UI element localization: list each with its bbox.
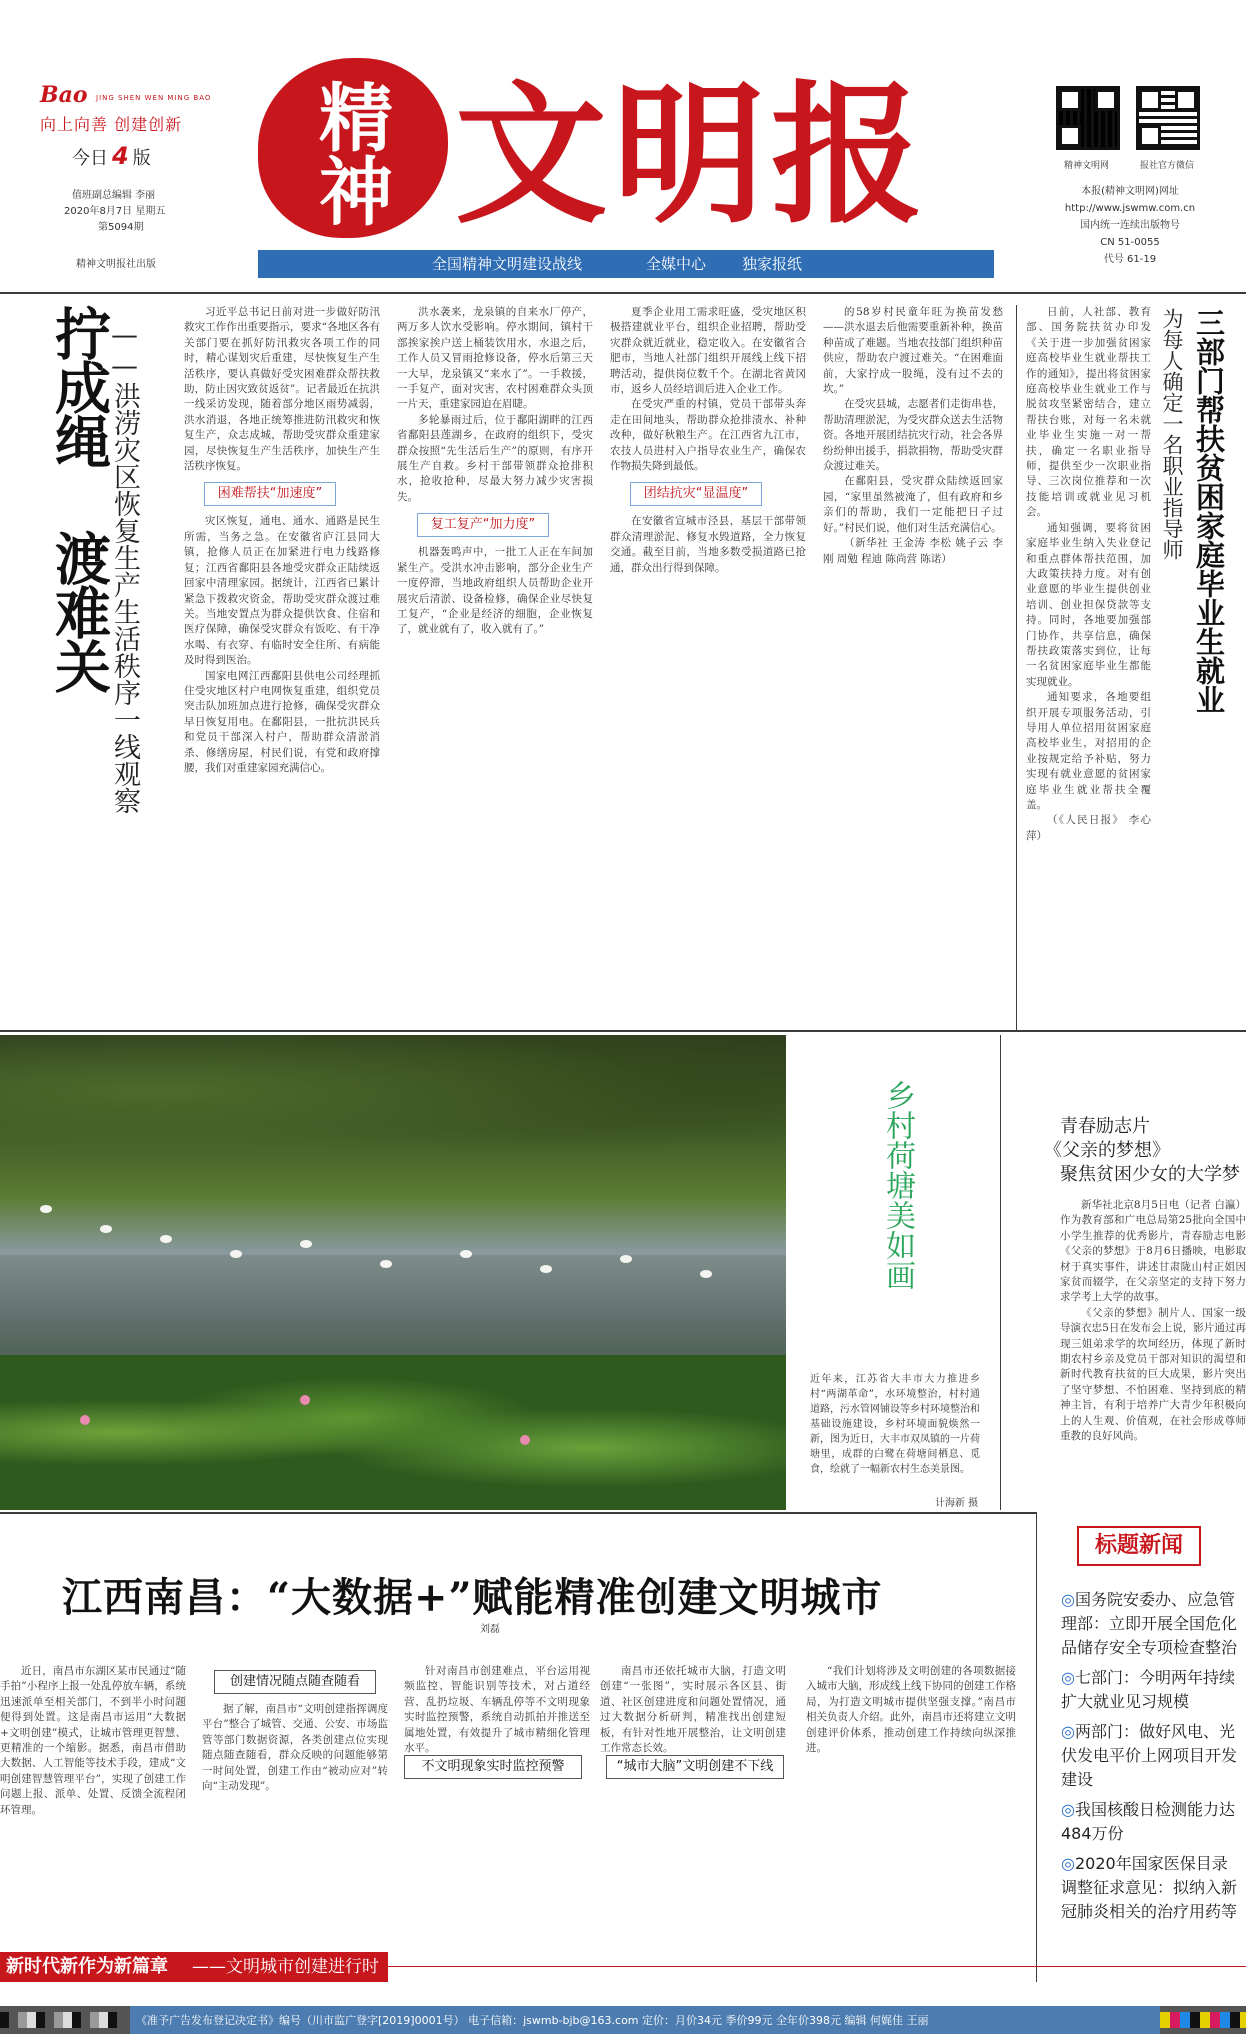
mid-divider [0, 1030, 1246, 1032]
bottom-col-2: 创建情况随点随查随看 据了解，南昌市“文明创建指挥调度平台”整合了城管、交通、公安、市场监管等部门数据资源，各类创建点位实现随点随查随看，群众反映的问题能够第一时间处置，创建工作由“被动应对”转向“主动发现”。 [202, 1664, 388, 1954]
photo-bottom-divider [0, 1512, 1036, 1514]
right-article-source: （《人民日报》 李心萍） [1026, 814, 1151, 842]
banner-divider [388, 1966, 1246, 1967]
site-info: 本报(精神文明网)网址 http://www.jswmw.com.cn 国内统一连续出版物号 CN 51-0055 代号 61-19 [1064, 186, 1196, 265]
newspaper-title: 文明报 [455, 65, 929, 244]
section-nav-bar [258, 250, 994, 278]
banner-sub: ——文明城市创建进行时 [192, 1957, 379, 1977]
masthead-divider [0, 292, 1246, 294]
title-seal-text: 精神 [307, 79, 393, 227]
qr-label-website: 精神文明网 [1064, 161, 1110, 171]
newspaper-logo: Bao [40, 82, 88, 108]
subhead-realtime-monitor: 不文明现象实时监控预警 [404, 1755, 582, 1779]
slogan: 向上向善 创建创新 [40, 115, 183, 134]
brief-item[interactable]: ◎国务院安委办、应急管理部：立即开展全国危化品储存安全专项检查整治 [1061, 1590, 1238, 1657]
bottom-col-5: “我们计划将涉及文明创建的各项数据接入城市大脑，形成线上线下协同的创建工作格局，为打造文明城市提供坚强支撑。”南昌市相关负责人介绍。此外，南昌市还将建立文明创建评价体系，推动创建工作持续向纵深推进。 [806, 1665, 1016, 1755]
subhead-city-brain: “城市大脑”文明创建不下线 [606, 1755, 784, 1779]
nav-item-national[interactable]: 全国精神文明建设战线 [432, 255, 583, 273]
photo-caption-text: 近年来，江苏省大丰市大力推进乡村“两湖革命”，水环境整治，村村通道路，污水管网铺设等乡村环境整治和基础设施建设，乡村环境面貌焕然一新，图为近日，大丰市双凤镇的一片荷塘里，成群的白鹭在荷塘间栖息、觅食，绘就了一幅新农村生态美景图。 [810, 1374, 980, 1475]
film-title-line2: 聚焦贫困少女的大学梦 [1060, 1164, 1240, 1185]
subhead-resume-production: 复工复产“加力度” [417, 513, 549, 537]
color-bar-left [0, 2012, 126, 2028]
right-article-body: 日前，人社部、教育部、国务院扶贫办印发《关于进一步加强贫困家庭高校毕业生就业帮扶工作的通知》，提出将贫困家庭高校毕业生就业工作与脱贫攻坚紧密结合，建立帮扶台账，对每一名未就业毕业生实施一对一帮扶，确定一名职业指导师，提供至少一次职业指导、三次岗位推荐和一次技能培训或就业见习机会。 通知强调，要将贫困家庭毕业生纳入失业登记和重点群体帮扶范围，加大政策扶持力度。对有创业意愿的毕业生提供创业培训、创业担保贷款等支持。同时，各地要加强部门协作，共享信息，确保帮扶政策落实到位，让每一名贫困家庭毕业生都能实现就业。 通知要求，各地要组织开展专项服务活动，引导用人单位招用贫困家庭高校毕业生，对招用的企业按规定给予补贴，努力实现有就业意愿的贫困家庭毕业生就业帮扶全覆盖。 （《人民日报》 李心萍） [1026, 305, 1151, 1030]
bottom-col-4: 南昌市还依托城市大脑，打造文明创建“一张图”，实时展示各区县、街道、社区创建进度和问题处置情况，通过大数据分析研判，精准找出创建短板，有针对性地开展整治，让文明创建工作常态长效。 [600, 1665, 786, 1755]
lead-right-divider [1016, 305, 1017, 1030]
lead-col-1: 习近平总书记日前对进一步做好防汛救灾工作作出重要指示，要求“各地区各有关部门要在抓好防汛救灾各项工作的同时，精心谋划灾后重建，尽快恢复生产生活秩序，要认真做好受灾困难群众帮扶救助，防止因灾致贫返贫”。记者最近在抗洪一线采访发现，随着部分地区雨势减弱，洪水消退，各地正统筹推进防汛救灾和恢复生产，众志成城，帮助受灾群众重建家园，尽快恢复生产生活秩序，加快生产生活秩序恢复。 困难帮扶“加速度” 灾区恢复，通电、通水、通路是民生所需，当务之急。在安徽省庐江县同大镇，抢修人员正在加紧进行电力线路修复；江西省鄱阳县各地受灾群众正陆续返回家中清理家园。据统计，江西省已累计紧急下拨救灾资金，帮助受灾群众渡过难关。当地安置点为群众提供饮食、住宿和医疗保障，确保受灾群众有饭吃、有干净水喝、有衣穿、有临时安全住所、有病能及时得到医治。 国家电网江西鄱阳县供电公司经理抓住受灾地区村户电网恢复重建，组织党员突击队加班加点进行抢修，确保受灾群众早日恢复用电。在鄱阳县，一批抗洪民兵和党员干部深入村户，帮助群众清淤消杀、修缮房屋，村民们说，有党和政府撑腰，我们对重建家园充满信心。 [184, 306, 380, 774]
lead-col-3: 夏季企业用工需求旺盛，受灾地区积极搭建就业平台，组织企业招聘，帮助受灾群众就近就业，稳定收入。在安徽省合肥市，当地人社部门组织开展线上线下招聘活动，提供岗位数千个。在湖北省黄冈市，返乡人员经培训后进入企业工作。 在受灾严重的村镇，党员干部带头奔走在田间地头，帮助群众抢排渍水、补种改种，做好秋粮生产。在江西省九江市，农技人员进村入户指导农业生产，确保农作物损失降到最低。 团结抗灾“显温度” 在安徽省宣城市泾县，基层干部带领群众清理淤泥、修复水毁道路，全力恢复交通。截至目前，当地多数受损道路已抢通，群众出行得到保障。 [610, 306, 806, 574]
bottom-col-3: 针对南昌市创建难点，平台运用视频监控、智能识别等技术，对占道经营、乱扔垃圾、车辆乱停等不文明现象实时监控预警，系统自动抓拍并推送至属地处置，有效提升了城市精细化管理水平。 [404, 1665, 590, 1755]
footer-text: 《准予广告发布登记决定书》编号（川市监广登字[2019]0001号） 电子信箱：jswmb-bjb@163.com 定价：月价34元 季价99元 全年价398元 编辑 何娓佳 王丽 [136, 2014, 929, 2027]
briefs-box [1036, 1512, 1246, 1982]
nav-item-media-center[interactable]: 全媒中心 [646, 255, 707, 273]
footer-bar [0, 2006, 1246, 2034]
issue-date: 2020年8月7日 星期五 [64, 206, 166, 217]
bottom-headline: 江西南昌：“大数据+”赋能精准创建文明城市 [62, 1574, 883, 1621]
photo-caption-title: 乡村荷塘美如画 [880, 1080, 915, 1290]
lead-byline: （新华社 王金涛 李松 姚子云 李刚 周勉 程迪 陈尚营 陈诺） [823, 537, 1003, 565]
color-bar-right [1160, 2012, 1246, 2028]
editor-in-chief: 值班副总编辑 李丽 [72, 190, 156, 201]
lead-headline: 拧成绳 渡难关 [46, 305, 111, 692]
brief-item[interactable]: ◎七部门：今明两年持续扩大就业见习规模 [1061, 1668, 1235, 1711]
lead-subheadline: ——洪涝灾区恢复生产生活秩序一线观察 [109, 320, 140, 814]
bottom-col-1: 近日，南昌市东湖区某市民通过“随手拍”小程序上报一处乱停放车辆，系统迅速派单至相关部门，不到半小时问题便得到处置。这是南昌市运用“大数据+文明创建”模式，让城市管理更智慧、更精准的一个缩影。据悉，南昌市借助大数据、人工智能等技术手段，建成“文明创建智慧管理平台”，实现了创建工作问题上报、派单、处置、反馈全流程闭环管理。 [0, 1665, 186, 1816]
brief-item[interactable]: ◎两部门：做好风电、光伏发电平价上网项目开发建设 [1061, 1722, 1238, 1789]
masthead [0, 0, 1246, 295]
briefs-title: 标题新闻 [1077, 1526, 1201, 1566]
qr-code-wechat[interactable] [1136, 86, 1200, 150]
brief-item[interactable]: ◎我国核酸日检测能力达484万份 [1061, 1800, 1235, 1843]
right-article-headline: 三部门帮扶贫困家庭毕业生就业 [1192, 308, 1226, 714]
qr-code-website[interactable] [1056, 86, 1120, 150]
campaign-banner [0, 1952, 388, 1982]
issue-pages: 今日 4 版 [72, 142, 151, 170]
bottom-byline: 刘磊 [480, 1624, 500, 1635]
brief-item[interactable]: ◎2020年国家医保目录调整征求意见：拟纳入新冠肺炎相关的治疗用药等 [1061, 1854, 1238, 1921]
lead-col-2: 洪水袭来，龙泉镇的自来水厂停产，两万多人饮水受影响。停水期间，镇村干部挨家挨户送上桶装饮用水，水退之后，工作人员又冒雨抢修设备，停水后第三天一大早，龙泉镇又“来水了”。一手救援，一手复产，面对灾害，农村困难群众头顶一片天，重建家园迫在眉睫。 多轮暴雨过后，位于鄱阳湖畔的江西省鄱阳县莲湖乡，在政府的组织下，受灾群众按照“先生活后生产”的原则，有序开展生产自救。乡村干部带领群众抢排积水，抢收抢种，尽最大努力减少灾害损失。 复工复产“加力度” 机器轰鸣声中，一批工人正在车间加紧生产。受洪水冲击影响，部分企业生产一度停滞，当地政府组织人员帮助企业开展灾后清淤、设备检修，确保企业尽快复工复产，“企业是经济的细胞，企业恢复了，就业就有了，收入就有了。” [397, 306, 593, 636]
photo-right-divider [1000, 1035, 1001, 1510]
subhead-aid-speed: 困难帮扶“加速度” [204, 482, 336, 506]
subhead-unity: 团结抗灾“显温度” [630, 482, 762, 506]
qr-label-wechat: 报社官方微信 [1140, 161, 1195, 171]
banner-text: 新时代新作为新篇章 [6, 1956, 168, 1977]
issue-number: 第5094期 [98, 222, 144, 233]
right-article-subheadline: 为每人确定一名职业指导师 [1160, 308, 1184, 560]
pinyin-title: JING SHEN WEN MING BAO [96, 94, 212, 102]
publisher: 精神文明报社出版 [76, 259, 156, 270]
film-kicker: 青春励志片 [1060, 1116, 1150, 1137]
photo-credit: 计海新 摄 [935, 1498, 979, 1509]
lead-col-4: 的58岁村民童年旺为换苗发愁——洪水退去后他需要重新补种，换苗种苗成了难题。当地农技部门组织种苗供应，帮助农户渡过难关。“在困难面前，大家拧成一股绳，没有过不去的坎。” 在受灾县城，志愿者们走街串巷，帮助清理淤泥，为受灾群众送去生活物资。各地开展团结抗灾行动，社会各界纷纷伸出援手，捐款捐物，帮助受灾群众渡过难关。 在鄱阳县，受灾群众陆续返回家园，“家里虽然被淹了，但有政府和乡亲们的帮助，我们一定能把日子过好。”村民们说，他们对生活充满信心。 （新华社 王金涛 李松 姚子云 李刚 周勉 程迪 陈尚营 陈诺） [823, 305, 1003, 1000]
film-article-body: 新华社北京8月5日电（记者 白瀛）作为教育部和广电总局第25批向全国中小学生推荐的优秀影片，青春励志电影《父亲的梦想》于8月6日播映，电影取材于真实事件，讲述甘肃陇山村正姐因家贫而辍学，在父亲坚定的支持下努力求学考上大学的故事。 《父亲的梦想》制片人、国家一级导演衣忠5日在发布会上说，影片通过再现三姐弟求学的坎坷经历，体现了新时期农村乡亲及党员干部对知识的渴望和新时代教育扶贫的巨大成果，影片突出了坚守梦想、不怕困难、坚持到底的精神主旨，有利于培养广大青少年积极向上的人生观、价值观，在社会形成尊师重教的良好风尚。 [1060, 1199, 1246, 1443]
briefs-list [1061, 1588, 1241, 1930]
nav-item-exclusive[interactable]: 独家报纸 [742, 255, 803, 273]
film-title-line1: 《父亲的梦想》 [1044, 1140, 1170, 1161]
subhead-check-anytime: 创建情况随点随查随看 [214, 1670, 376, 1694]
lotus-pond-photo [0, 1035, 786, 1510]
